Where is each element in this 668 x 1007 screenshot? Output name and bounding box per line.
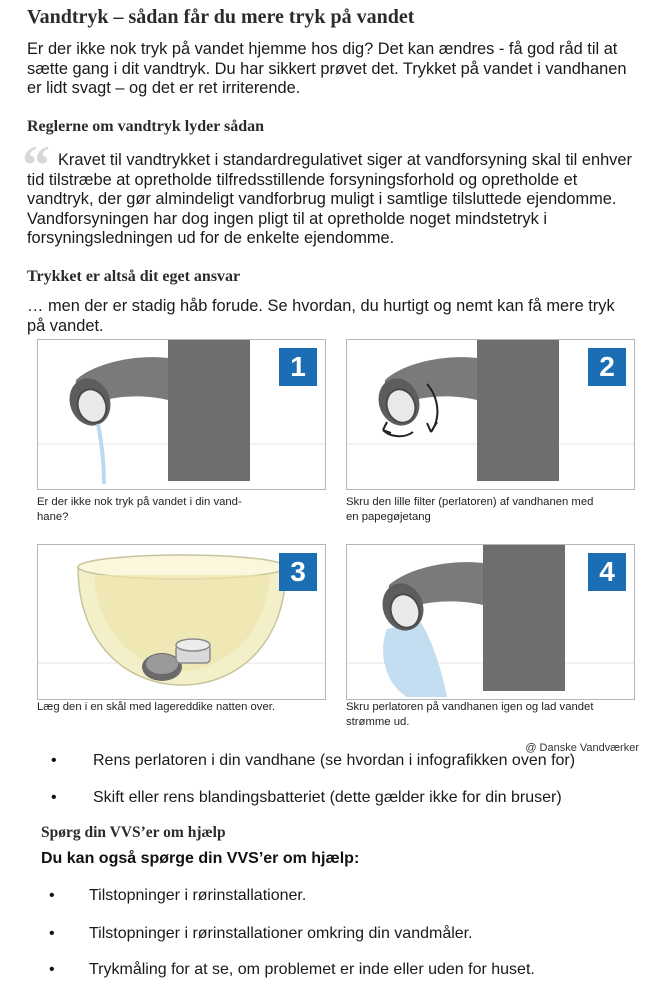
caption-line: en papegøjetang <box>346 510 431 523</box>
page-title: Vandtryk – sådan får du mere tryk på vandet <box>27 6 415 28</box>
caption-line: strømme ud. <box>346 715 410 728</box>
responsibility-heading: Trykket er altså dit eget ansvar <box>27 268 241 285</box>
bullet-icon: • <box>51 789 57 806</box>
step-1-caption <box>37 495 242 524</box>
step-2-caption <box>346 495 593 524</box>
step-3-caption <box>37 700 275 715</box>
step-2-badge: 2 <box>588 348 626 386</box>
vvs-subheading: Du kan også spørge din VVS’er om hjælp: <box>41 850 360 867</box>
list-item: Rens perlatoren i din vandhane (se hvordan i infografikken oven for) <box>93 752 576 769</box>
quote-line: forsyningsledningen ud for de enkelte ejendomme. <box>27 229 395 247</box>
caption-line: Læg den i en skål med lagereddike natten over. <box>37 701 276 713</box>
bullet-icon: • <box>49 961 55 978</box>
rules-heading: Reglerne om vandtryk lyder sådan <box>27 118 265 135</box>
step-3-panel <box>37 544 326 700</box>
step-4-caption <box>346 700 593 729</box>
caption-line: Skru perlatoren på vandhanen igen og lad vandet <box>346 701 594 713</box>
step-4-badge: 4 <box>588 553 626 591</box>
quote-line: tid tilstræbe at opretholde tilfredsstillende forsyningsforhold og opretholde et <box>27 170 578 189</box>
intro-line: er lidt svagt – og det er ret irriterende. <box>27 79 301 97</box>
intro-line: sætte gang i dit vandtryk. Du har sikkert prøvet det. Trykket på vandet i vandhanen <box>27 59 627 78</box>
rules-quote <box>27 151 632 249</box>
quote-line: Vandforsyningen har dog ingen pligt til at opretholde noget mindstetryk i <box>27 209 547 228</box>
list-item: Skift eller rens blandingsbatteriet (dette gælder ikke for din bruser) <box>93 789 562 806</box>
step-2-panel <box>346 339 635 490</box>
step-1-panel <box>37 339 326 490</box>
infographic <box>37 339 639 757</box>
vvs-heading: Spørg din VVS’er om hjælp <box>41 824 226 841</box>
intro-line: Er der ikke nok tryk på vandet hjemme hos dig? Det kan ændres - få god råd til at <box>27 40 618 58</box>
quote-line: Kravet til vandtrykket i standardregulativet siger at vandforsyning skal til enhver <box>58 151 632 169</box>
responsibility-line: på vandet. <box>27 316 104 335</box>
intro-paragraph <box>27 40 626 99</box>
step-3-badge: 3 <box>279 553 317 591</box>
quote-mark-icon: “ <box>22 135 50 197</box>
list-item: Tilstopninger i rørinstallationer omkring din vandmåler. <box>89 925 473 942</box>
responsibility-paragraph <box>27 297 615 336</box>
step-4-panel <box>346 544 635 700</box>
list-item: Tilstopninger i rørinstallationer. <box>89 887 307 904</box>
bullet-icon: • <box>51 752 57 769</box>
quote-line: vandtryk, der gør almindeligt vandforbrug muligt i samtlige tilsluttede ejendomme. <box>27 190 617 208</box>
bullet-icon: • <box>49 925 55 942</box>
caption-line: Er der ikke nok tryk på vandet i din vand- <box>37 496 242 508</box>
infographic-credit: @ Danske Vandværker <box>525 742 639 754</box>
step-1-badge: 1 <box>279 348 317 386</box>
responsibility-line: … men der er stadig håb forude. Se hvordan, du hurtigt og nemt kan få mere tryk <box>27 297 615 315</box>
bullet-icon: • <box>49 887 55 904</box>
caption-line: hane? <box>37 510 69 523</box>
caption-line: Skru den lille filter (perlatoren) af vandhanen med <box>346 496 594 508</box>
list-item: Trykmåling for at se, om problemet er inde eller uden for huset. <box>89 961 535 978</box>
